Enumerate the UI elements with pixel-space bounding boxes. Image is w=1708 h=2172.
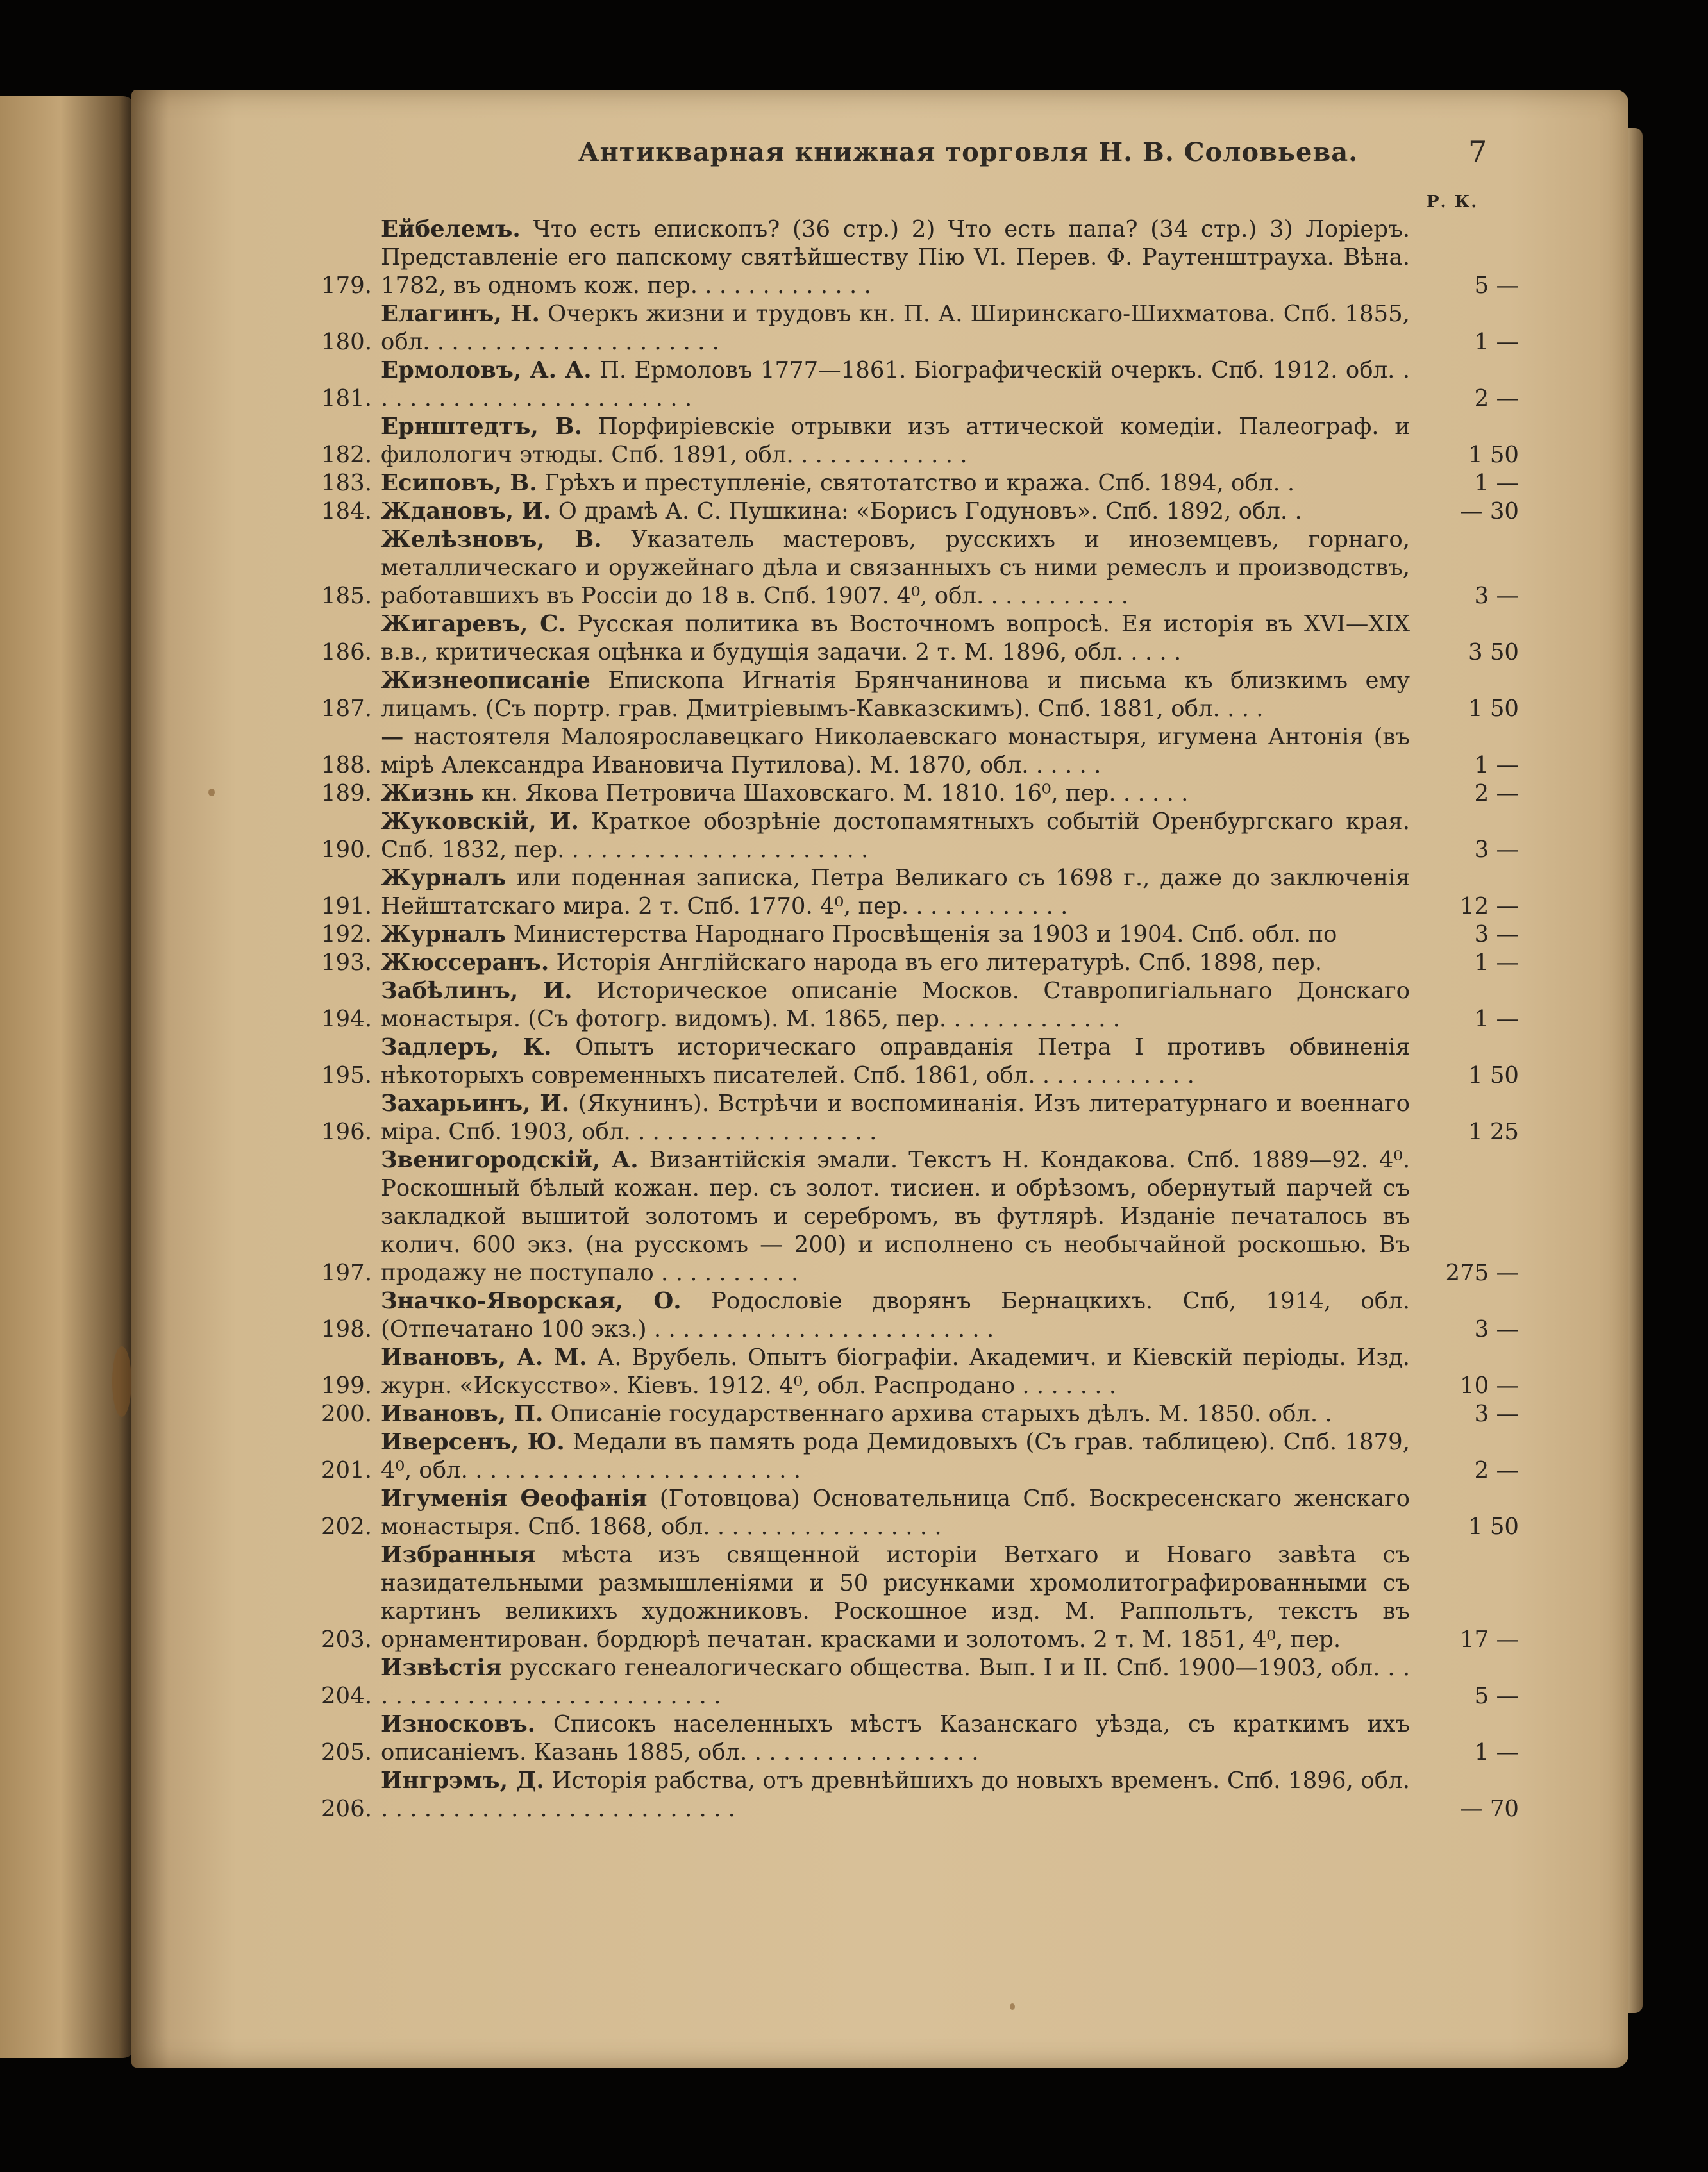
entry-number: 179. xyxy=(321,272,372,299)
catalog-entry xyxy=(308,413,1519,469)
entry-text: (Якунинъ). Встрѣчи и воспоминанія. Изъ литературнаго и военнаго міра. Спб. 1903, обл. . . . . . . . . . . . . . . . . . xyxy=(381,1090,1410,1145)
entry-price: 1 — xyxy=(1474,1739,1519,1766)
entry-text: или поденная записка, Петра Великаго съ 1698 г., даже до заключенія Нейштатскаго мира. 2 т. Спб. 1770. 4⁰, пер. . . . . . . . . . . . xyxy=(381,865,1410,919)
entry-text: Епископа Игнатія Брянчанинова и письма къ близкимъ ему лицамъ. (Съ портр. грав. Дмитріевымъ-Кавказскимъ). Спб. 1881, обл. . . . xyxy=(381,667,1410,722)
running-header: Антикварная книжная торговля Н. В. Соловьева. xyxy=(578,137,1359,167)
entry-author: Значко-Яворская, О. xyxy=(381,1288,682,1314)
entry-price: 1 — xyxy=(1474,329,1519,355)
entry-price: 1 — xyxy=(1474,752,1519,778)
entry-text: Грѣхъ и преступленіе, святотатство и кража. Спб. 1894, обл. . xyxy=(544,470,1295,496)
entry-author: Жизнь xyxy=(381,780,474,806)
entry-author: Иверсенъ, Ю. xyxy=(381,1429,565,1455)
entry-number: 200. xyxy=(321,1401,372,1427)
entry-author: Задлеръ, К. xyxy=(381,1034,552,1060)
entry-price: 17 — xyxy=(1460,1626,1519,1653)
entry-text: Указатель мастеровъ, русскихъ и иноземцевъ, горнаго, металлическаго и оружейнаго дѣла и связанныхъ съ ними ремеслъ и производствъ, работавшихъ въ Россіи до 18 в. Спб. 1907. 4⁰, обл. . . . . . . . . . . xyxy=(381,526,1411,609)
entry-number: 185. xyxy=(321,583,372,609)
catalog-entry xyxy=(308,1485,1519,1541)
entry-author: Игуменія Ѳеофанія xyxy=(381,1485,648,1512)
foxing-spot xyxy=(1010,2003,1015,2010)
catalog-entry xyxy=(308,1344,1519,1400)
entry-author: Ингрэмъ, Д. xyxy=(381,1767,544,1794)
entry-text: кн. Якова Петровича Шаховскаго. М. 1810. 16⁰, пер. . . . . . xyxy=(481,780,1189,806)
left-page-edge xyxy=(0,96,135,2058)
entry-text: Русская политика въ Восточномъ вопросѣ. Ея исторія въ XVI—XIX в.в., критическая оцѣнка и будущія задачи. 2 т. М. 1896, обл. . . . . xyxy=(381,611,1410,665)
entry-number: 202. xyxy=(321,1514,372,1540)
entry-author: Жюссеранъ. xyxy=(381,949,549,976)
entry-text: Министерства Народнаго Просвѣщенія за 1903 и 1904. Спб. обл. по xyxy=(513,921,1337,948)
entry-description xyxy=(381,610,1410,667)
entry-price: 3 — xyxy=(1474,583,1519,609)
entry-price: 1 50 xyxy=(1468,1062,1519,1089)
entry-text: Родословіе дворянъ Бернацкихъ. Спб, 1914, обл. (Отпечатано 100 экз.) . . . . . . . . . . . . . . . . . . . . . . . . xyxy=(381,1288,1410,1342)
entry-price: 5 — xyxy=(1474,1683,1519,1709)
entry-description xyxy=(381,667,1410,723)
entry-text: Историческое описаніе Москов. Ставропигіальнаго Донскаго монастыря. (Съ фотогр. видомъ). М. 1865, пер. . . . . . . . . . . . . xyxy=(381,978,1410,1032)
entry-price: 3 — xyxy=(1474,1401,1519,1427)
entry-price: — 70 xyxy=(1460,1796,1519,1822)
entry-text: Исторія Англійскаго народа въ его литературѣ. Спб. 1898, пер. xyxy=(556,949,1323,976)
entry-author: Ермоловъ, А. А. xyxy=(381,357,592,383)
entry-author: Есиповъ, В. xyxy=(381,470,537,496)
entry-description xyxy=(381,413,1410,469)
catalog-entry xyxy=(308,215,1519,300)
entry-text: (Готовцова) Основательница Спб. Воскресенскаго женскаго монастыря. Спб. 1868, обл. . . . . . . . . . . . . . . . . xyxy=(381,1485,1410,1540)
entry-description xyxy=(381,1344,1410,1400)
entry-price: 1 25 xyxy=(1468,1119,1519,1145)
page-number: 7 xyxy=(1468,135,1487,169)
entry-description xyxy=(381,1090,1410,1146)
catalog-page xyxy=(308,128,1519,1859)
entry-description xyxy=(381,1428,1410,1485)
entry-number: 187. xyxy=(321,696,372,722)
entry-description xyxy=(381,1710,1410,1767)
entry-number: 189. xyxy=(321,780,372,806)
entry-description xyxy=(381,808,1410,864)
catalog-entry xyxy=(308,780,1519,808)
catalog-entry xyxy=(308,1287,1519,1344)
entry-author: — xyxy=(381,724,404,750)
entry-description xyxy=(381,1146,1410,1287)
entry-description xyxy=(381,949,1410,977)
entry-description xyxy=(381,1485,1410,1541)
entry-price: 3 — xyxy=(1474,837,1519,863)
entry-description xyxy=(381,1400,1410,1428)
catalog-entry xyxy=(308,1033,1519,1090)
entry-text: Порфиріевскіе отрывки изъ аттической комедіи. Палеограф. и филологич этюды. Спб. 1891, обл. . . . . . . . . . . . . xyxy=(381,414,1410,468)
entry-price: 1 50 xyxy=(1468,1514,1519,1540)
entry-number: 184. xyxy=(321,498,372,524)
entry-text: П. Ермоловъ 1777—1861. Біографическій очеркъ. Спб. 1912. обл. . . . . . . . . . . . . . . . . . . . . . . . xyxy=(381,357,1410,412)
entry-author: Ернштедтъ, В. xyxy=(381,414,583,440)
entry-price: 1 — xyxy=(1474,1006,1519,1032)
entry-description xyxy=(381,1654,1410,1710)
entry-text: О драмѣ А. С. Пушкина: «Борисъ Годуновъ». Спб. 1892, обл. . xyxy=(558,498,1302,524)
entry-description xyxy=(381,864,1410,921)
entry-price: 1 50 xyxy=(1468,442,1519,468)
catalog-entry xyxy=(308,526,1519,610)
entry-text: Исторія рабства, отъ древнѣйшихъ до новыхъ временъ. Спб. 1896, обл. . . . . . . . . . . . . . . . . . . . . . . . . . xyxy=(381,1767,1410,1822)
entry-author: Забѣлинъ, И. xyxy=(381,978,573,1004)
entry-author: Жизнеописаніе xyxy=(381,667,590,694)
entry-text: Медали въ память рода Демидовыхъ (Съ грав. таблицею). Спб. 1879, 4⁰, обл. . . . . . . . . . . . . . . . . . . . . . . . xyxy=(381,1429,1411,1483)
entry-text: Опытъ историческаго оправданія Петра I противъ обвиненія нѣкоторыхъ современныхъ писателей. Спб. 1861, обл. . . . . . . . . . . . xyxy=(381,1034,1410,1089)
entry-number: 203. xyxy=(321,1626,372,1653)
entry-number: 201. xyxy=(321,1457,372,1483)
catalog-entry xyxy=(308,497,1519,526)
catalog-entry xyxy=(308,921,1519,949)
entry-price: 1 50 xyxy=(1468,696,1519,722)
entry-description xyxy=(381,1541,1410,1654)
entry-text: русскаго генеалогическаго общества. Вып. I и II. Спб. 1900—1903, обл. . . . . . . . . . . . . . . . . . . . . . . . . . . xyxy=(381,1655,1410,1709)
foxing-spot xyxy=(112,1346,131,1417)
entry-number: 188. xyxy=(321,752,372,778)
entry-author: Извѣстія xyxy=(381,1655,503,1681)
entry-number: 205. xyxy=(321,1739,372,1766)
entry-author: Избранныя xyxy=(381,1542,536,1568)
entry-number: 204. xyxy=(321,1683,372,1709)
entry-price: 5 — xyxy=(1474,272,1519,299)
catalog-entry xyxy=(308,1090,1519,1146)
entry-description xyxy=(381,526,1410,610)
entry-description xyxy=(381,215,1410,300)
entry-author: Захарьинъ, И. xyxy=(381,1090,570,1117)
entry-price: 2 — xyxy=(1474,1457,1519,1483)
entry-price: 1 — xyxy=(1474,949,1519,976)
entry-price: 275 — xyxy=(1445,1260,1519,1286)
entry-description xyxy=(381,356,1410,413)
entry-text: А. Врубель. Опытъ біографіи. Академич. и Кіевскій періоды. Изд. журн. «Искусство». Кіевъ. 1912. 4⁰, обл. Распродано . . . . . . . xyxy=(381,1344,1410,1399)
entry-author: Ждановъ, И. xyxy=(381,498,551,524)
entry-text: Описаніе государственнаго архива старыхъ дѣлъ. М. 1850. обл. . xyxy=(550,1401,1332,1427)
catalog-entry xyxy=(308,977,1519,1033)
entry-author: Звенигородскій, А. xyxy=(381,1147,639,1173)
entry-number: 199. xyxy=(321,1373,372,1399)
entry-price: 10 — xyxy=(1460,1373,1519,1399)
catalog-entry xyxy=(308,1428,1519,1485)
entry-author: Жигаревъ, С. xyxy=(381,611,566,637)
entry-author: Жуковскій, И. xyxy=(381,808,579,835)
entry-author: Ейбелемъ. xyxy=(381,216,521,242)
entry-description xyxy=(381,780,1410,808)
entry-price: 3 — xyxy=(1474,1316,1519,1342)
entry-description xyxy=(381,977,1410,1033)
entry-price: — 30 xyxy=(1460,498,1519,524)
entry-author: Журналъ xyxy=(381,865,507,891)
catalog-entry xyxy=(308,610,1519,667)
catalog-entry xyxy=(308,1400,1519,1428)
entry-text: Списокъ населенныхъ мѣстъ Казанскаго уѣзда, съ краткимъ ихъ описаніемъ. Казань 1885, обл. . . . . . . . . . . . . . . . . xyxy=(381,1711,1410,1766)
entry-number: 183. xyxy=(321,470,372,496)
entry-number: 198. xyxy=(321,1316,372,1342)
entry-price: 2 — xyxy=(1474,780,1519,806)
entry-description xyxy=(381,300,1410,356)
entry-author: Елагинъ, Н. xyxy=(381,301,540,327)
entry-number: 181. xyxy=(321,385,372,412)
entry-text: Что есть епископъ? (36 стр.) 2) Что есть папа? (34 стр.) 3) Лоріеръ. Представленіе его папскому святѣйшеству Пію VI. Перев. Ф. Раутенштрауха. Вѣна. 1782, въ одномъ кож. пер. . . . . . . . . . . . . xyxy=(381,216,1410,299)
entry-number: 197. xyxy=(321,1260,372,1286)
catalog-entry xyxy=(308,1767,1519,1823)
entry-text: Византійскія эмали. Текстъ Н. Кондакова. Спб. 1889—92. 4⁰. Роскошный бѣлый кожан. пер. съ золот. тисиен. и обрѣзомъ, обернутый парчей съ закладкой вышитой золотомъ и серебромъ, въ футлярѣ. Изданіе печаталось въ колич. 600 экз. (на русскомъ — 200) и исполнено съ необычайной роскошью. Въ продажу не поступало . . . . . . . . . . xyxy=(381,1147,1410,1286)
entry-text: настоятеля Малоярославецкаго Николаевскаго монастыря, игумена Антонія (въ мірѣ Александра Ивановича Путилова). М. 1870, обл. . . . . . xyxy=(381,724,1411,778)
entry-number: 182. xyxy=(321,442,372,468)
entry-number: 186. xyxy=(321,639,372,665)
entry-number: 196. xyxy=(321,1119,372,1145)
entry-description xyxy=(381,1033,1410,1090)
entry-price: 2 — xyxy=(1474,385,1519,412)
entry-text: Очеркъ жизни и трудовъ кн. П. А. Ширинскаго-Шихматова. Спб. 1855, обл. . . . . . . . . . . . . . . . . . . . . xyxy=(381,301,1410,355)
catalog-entry xyxy=(308,723,1519,780)
entry-author: Ивановъ, П. xyxy=(381,1401,544,1427)
catalog-entry xyxy=(308,469,1519,497)
catalog-entry xyxy=(308,1654,1519,1710)
entry-author: Износковъ. xyxy=(381,1711,536,1737)
catalog-entry xyxy=(308,949,1519,977)
entry-description xyxy=(381,497,1410,526)
entry-author: Ивановъ, А. М. xyxy=(381,1344,587,1371)
entry-number: 192. xyxy=(321,921,372,948)
entry-author: Журналъ xyxy=(381,921,507,948)
entry-price: 1 — xyxy=(1474,470,1519,496)
catalog-entry xyxy=(308,1710,1519,1767)
entry-description xyxy=(381,723,1410,780)
entry-author: Желѣзновъ, В. xyxy=(381,526,602,553)
entry-number: 195. xyxy=(321,1062,372,1089)
entry-price: 3 — xyxy=(1474,921,1519,948)
currency-column-heading: Р. К. xyxy=(1427,192,1478,212)
entry-number: 193. xyxy=(321,949,372,976)
catalog-entries xyxy=(308,215,1519,1823)
entry-number: 191. xyxy=(321,893,372,919)
entry-number: 190. xyxy=(321,837,372,863)
entry-text: Краткое обозрѣніе достопамятныхъ событій Оренбургскаго края. Спб. 1832, пер. . . . . . . . . . . . . . . . . . . . . . xyxy=(381,808,1410,863)
catalog-entry xyxy=(308,864,1519,921)
entry-number: 194. xyxy=(321,1006,372,1032)
catalog-entry xyxy=(308,356,1519,413)
entry-description xyxy=(381,1767,1410,1823)
catalog-entry xyxy=(308,667,1519,723)
catalog-entry xyxy=(308,1146,1519,1287)
catalog-entry xyxy=(308,300,1519,356)
entry-price: 12 — xyxy=(1460,893,1519,919)
entry-number: 206. xyxy=(321,1796,372,1822)
entry-number: 180. xyxy=(321,329,372,355)
foxing-spot xyxy=(208,789,215,796)
entry-description xyxy=(381,469,1410,497)
entry-text: мѣста изъ священной исторіи Ветхаго и Новаго завѣта съ назидательными размышленіями и 50 рисунками хромолитографированными съ картинъ великихъ художниковъ. Роскошное изд. М. Раппольтъ, текстъ въ орнаментирован. бордюрѣ печатан. красками и золотомъ. 2 т. М. 1851, 4⁰, пер. xyxy=(381,1542,1410,1653)
catalog-entry xyxy=(308,808,1519,864)
entry-description xyxy=(381,1287,1410,1344)
entry-description xyxy=(381,921,1410,949)
entry-price: 3 50 xyxy=(1468,639,1519,665)
catalog-entry xyxy=(308,1541,1519,1654)
